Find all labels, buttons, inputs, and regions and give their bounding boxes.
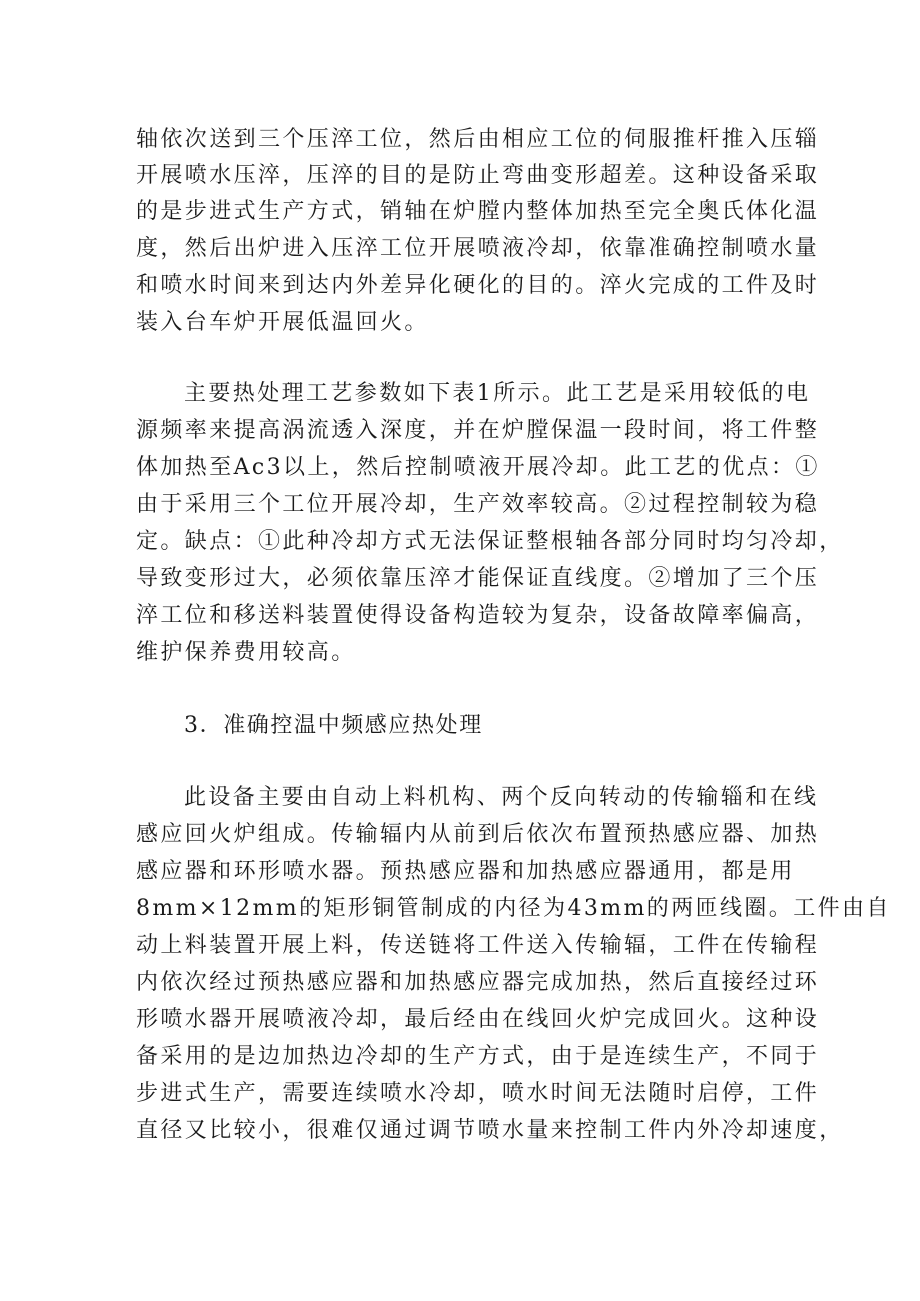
section-heading: 3．准确控温中频感应热处理 xyxy=(184,713,483,738)
text-line: 体加热至Ac3以上，然后控制喷液开展冷却。此工艺的优点：① xyxy=(136,455,820,480)
text-line: 轴依次送到三个压淬工位，然后由相应工位的伺服推杆推入压辎 xyxy=(136,127,820,152)
text-line: 的是步进式生产方式，销轴在炉膛内整体加热至完全奥氏体化温 xyxy=(136,199,820,224)
text-line: 备采用的是边加热边冷却的生产方式，由于是连续生产，不同于 xyxy=(136,1044,820,1069)
text-line: 直径又比较小，很难仅通过调节喷水量来控制工件内外冷却速度， xyxy=(136,1118,844,1143)
text-line: 开展喷水压淬，压淬的目的是防止弯曲变形超差。这种设备采取 xyxy=(136,163,820,188)
text-line: 主要热处理工艺参数如下表1所示。此工艺是采用较低的电 xyxy=(184,381,811,406)
text-line: 动上料装置开展上料，传送链将工件送入传输辐，工件在传输程 xyxy=(136,933,820,958)
text-line: 8mm×12mm的矩形铜管制成的内径为43mm的两匝线圈。工件由自 xyxy=(136,896,891,921)
text-line: 由于采用三个工位开展冷却，生产效率较高。②过程控制较为稳 xyxy=(136,492,820,517)
text-line: 此设备主要由自动上料机构、两个反向转动的传输辎和在线 xyxy=(184,785,819,810)
text-line: 导致变形过大，必须依靠压淬才能保证直线度。②增加了三个压 xyxy=(136,566,820,591)
text-line: 定。缺点：①此种冷却方式无法保证整根轴各部分同时均匀冷却， xyxy=(136,529,844,554)
text-line: 度，然后出炉进入压淬工位开展喷液冷却，依靠准确控制喷水量 xyxy=(136,236,820,261)
text-line: 感应回火炉组成。传输辐内从前到后依次布置预热感应器、加热 xyxy=(136,822,820,847)
text-line: 和喷水时间来到达内外差异化硬化的目的。淬火完成的工件及时 xyxy=(136,273,820,298)
text-line: 维护保养费用较高。 xyxy=(136,640,356,665)
text-line: 感应器和环形喷水器。预热感应器和加热感应器通用，都是用 xyxy=(136,859,795,884)
text-line: 装入台车炉开展低温回火。 xyxy=(136,310,429,335)
text-line: 形喷水器开展喷液冷却，最后经由在线回火炉完成回火。这种设 xyxy=(136,1007,820,1032)
text-line: 步进式生产，需要连续喷水冷却，喷水时间无法随时启停，工件 xyxy=(136,1081,820,1106)
text-line: 淬工位和移送料装置使得设备构造较为复杂，设备故障率偏高， xyxy=(136,603,820,628)
text-line: 内依次经过预热感应器和加热感应器完成加热，然后直接经过环 xyxy=(136,970,820,995)
text-line: 源频率来提高涡流透入深度，并在炉膛保温一段时间，将工件整 xyxy=(136,418,820,443)
